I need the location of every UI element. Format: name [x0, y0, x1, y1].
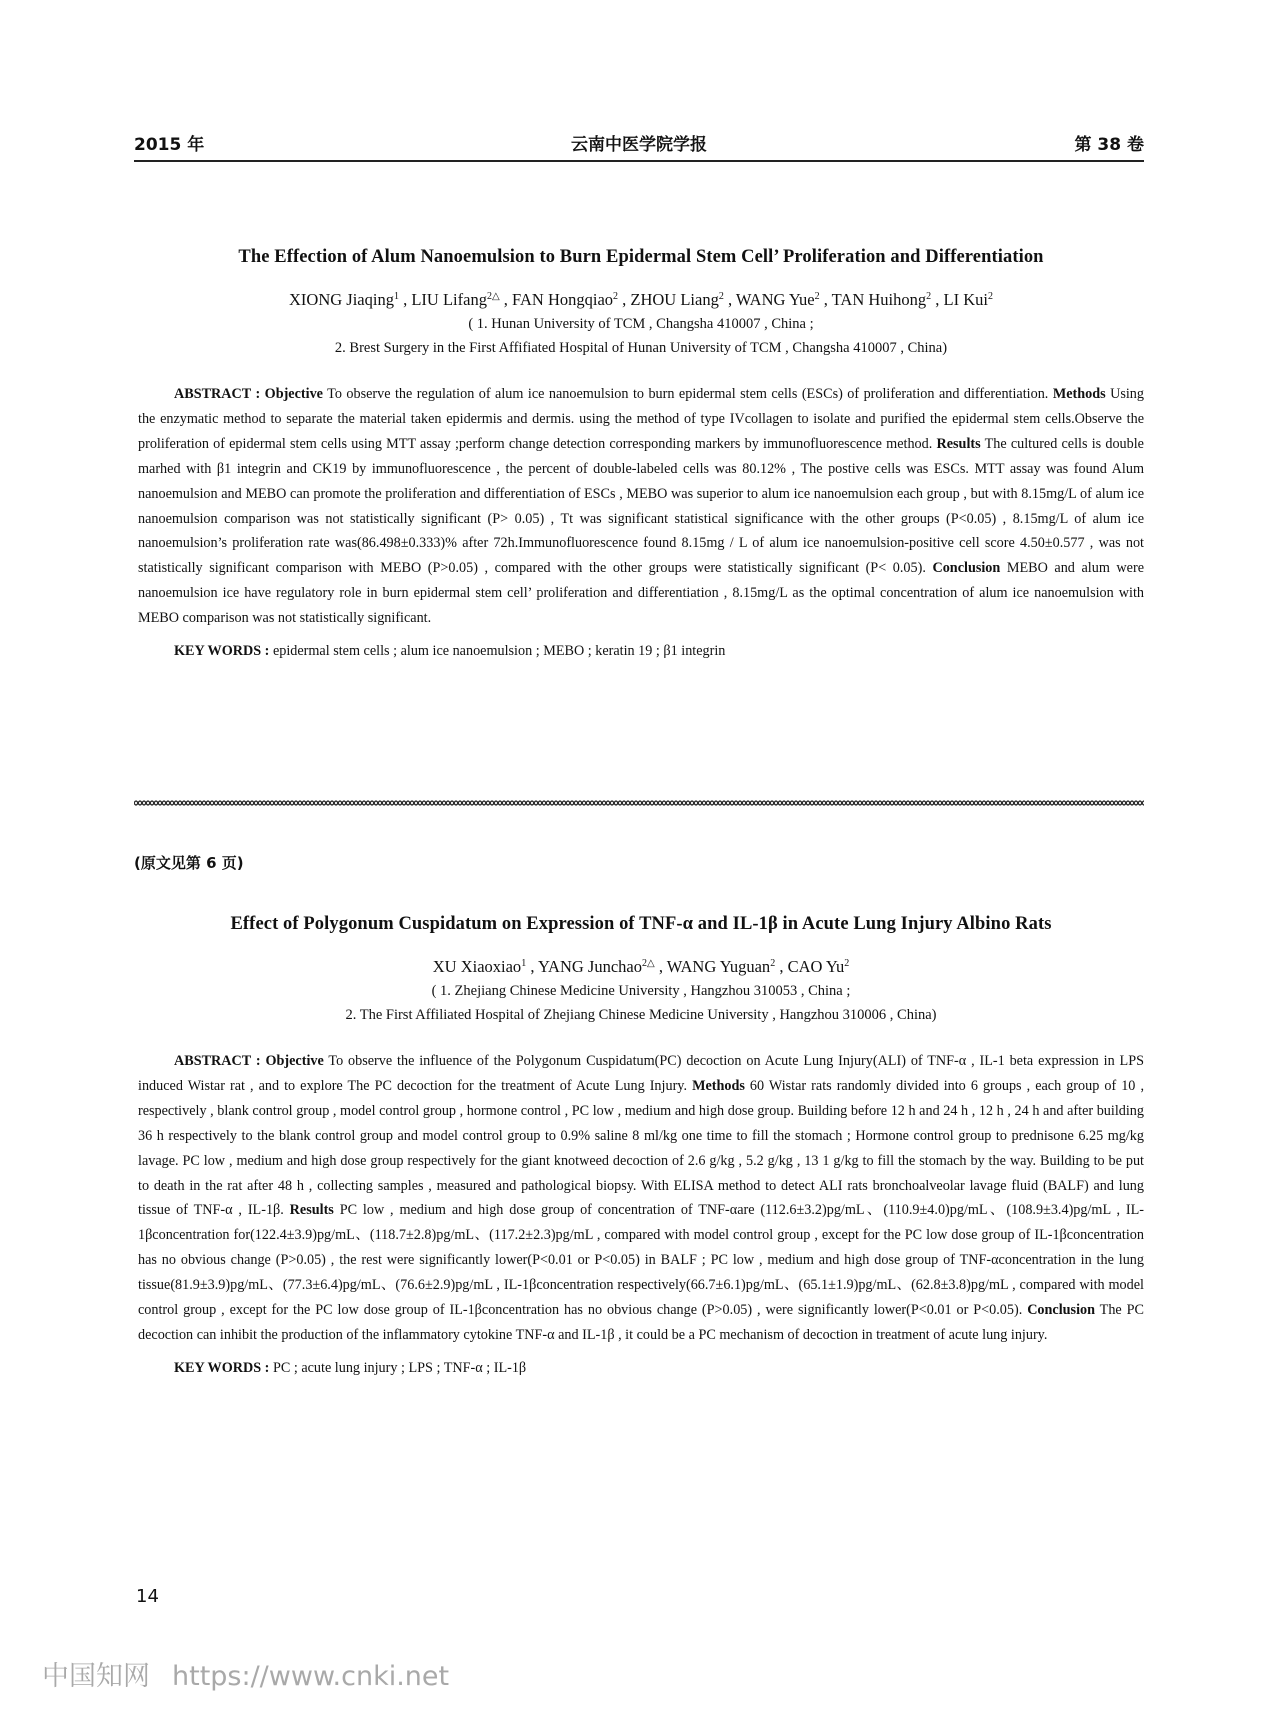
- abstract-label: ABSTRACT : Objective: [174, 1053, 324, 1069]
- author: TAN Huihong$^2$ ,: [831, 290, 940, 309]
- origin-note: (原文见第 6 页): [134, 854, 244, 872]
- article-1: [138, 247, 1144, 663]
- keywords-label: KEY WORDS :: [174, 643, 270, 660]
- methods-label: Methods: [692, 1077, 745, 1094]
- article-1-keywords: [138, 639, 1144, 663]
- article-2-affiliation-2: 2. The First Affiliated Hospital of Zhejiang Chinese Medicine University , Hangzhou 310006 , China): [345, 1007, 937, 1023]
- header-journal-name: 云南中医学院学报: [571, 135, 707, 155]
- author: XU Xiaoxiao$^1$ ,: [432, 957, 535, 976]
- article-1-abstract: [138, 382, 1144, 631]
- article-1-affiliation-2: 2. Brest Surgery in the First Affifiated Hospital of Hunan University of TCM , Changsha 410007 , China): [334, 340, 948, 356]
- author: FAN Hongqiao$^2$ ,: [512, 290, 627, 309]
- watermark-brand: 中国知网: [42, 1661, 150, 1692]
- article-2-title: Effect of Polygonum Cuspidatum on Expression of TNF-α and IL-1β in Acute Lung Injury Albino Rats: [230, 914, 1052, 934]
- author: CAO Yu$^2$: [787, 957, 850, 976]
- conclusion-label: Conclusion: [1027, 1302, 1095, 1319]
- author: WANG Yuguan$^2$ ,: [666, 957, 784, 976]
- header-rule: [134, 160, 1144, 162]
- article-1-affiliation-1: ( 1. Hunan University of TCM , Changsha 410007 , China ;: [468, 316, 814, 332]
- methods-text: 60 Wistar rats randomly divided into 6 groups , each group of 10 , respectively , blank control group , model control group , hormone control , PC low , medium and high dose group. Building before 12 h and 24 h , 12 h , 24 h and after building 36 h respectively to the blank control group and model control group to 0.9% saline 8 ml/kg one time to fill the stomach ; Hormone control group to prednisone 6.25 mg/kg lavage. PC low , medium and high dose group respectively for the giant knotweed decoction of 2.6 g/kg , 5.2 g/kg , 13 1 g/kg to fill the stomach by the way. Building to be put to death in the rat after 48 h , collecting samples , measured and pathological biopsy. With ELISA method to detect ALI rats bronchoalveolar lavage fluid (BALF) and lung tissue of TNF-α , IL-1β.: [138, 1077, 1144, 1219]
- author: LI Kui$^2$: [943, 290, 993, 309]
- author: ZHOU Liang$^2$ ,: [630, 290, 733, 309]
- conclusion-text: The PC decoction can inhibit the production of the inflammatory cytokine TNF-α and IL-1β , it could be a PC mechanism of decoction in treatment of acute lung injury.: [138, 1302, 1145, 1343]
- methods-label: Methods: [1052, 386, 1106, 402]
- conclusion-text: MEBO and alum were nanoemulsion ice have regulatory role in burn epidermal stem cell’ proliferation and differentiation , 8.15mg/L as the optimal concentration of alum ice nanoemulsion with MEBO comparison was not statistically significant.: [138, 560, 1144, 627]
- keywords-text: PC ; acute lung injury ; LPS ; TNF-α ; IL-1β: [269, 1359, 527, 1376]
- watermark-url: https://www.cnki.net: [172, 1661, 450, 1692]
- running-header: [134, 130, 1144, 156]
- article-2-keywords: [138, 1356, 1144, 1380]
- article-2: [138, 914, 1144, 1380]
- article-2-affiliation-1: ( 1. Zhejiang Chinese Medicine University , Hangzhou 310053 , China ;: [431, 983, 851, 999]
- results-label: Results: [289, 1202, 334, 1219]
- author: XIONG Jiaqing$^1$ ,: [289, 290, 408, 309]
- article-2-authors: [138, 957, 1144, 977]
- article-2-abstract: [138, 1049, 1144, 1348]
- abstract-label: ABSTRACT : Objective: [174, 386, 323, 402]
- methods-text: Using the enzymatic method to separate the material taken epidermis and dermis. using the method of type IVcollagen to isolate and purified the epidermal stem cells.Observe the proliferation of epidermal stem cells using MTT assay ;perform change detection corresponding markers by immunofluorescence method.: [138, 386, 1144, 452]
- abstract-text: To observe the regulation of alum ice nanoemulsion to burn epidermal stem cells (ESCs) of proliferation and differentiation.: [322, 386, 1053, 402]
- article-1-title: The Effection of Alum Nanoemulsion to Burn Epidermal Stem Cell’ Proliferation and Differentiation: [238, 247, 1044, 267]
- results-text: PC low , medium and high dose group of concentration of TNF-αare (112.6±3.2)pg/mL、(110.9±4.0)pg/mL、(108.9±3.4)pg/mL , IL-1βconcentration for(122.4±3.9)pg/mL、(118.7±2.8)pg/mL、(117.2±2.3)pg/mL , compared with model control group , except for the PC low dose group of IL-1βconcentration has no obvious change (P>0.05) , the rest were significantly lower(P<0.01 or P<0.05) in BALF ; PC low , medium and high dose group of TNF-αconcentration in the lung tissue(81.9±3.9)pg/mL、(77.3±6.4)pg/mL、(76.6±2.9)pg/mL , IL-1βconcentration respectively(66.7±6.1)pg/mL、(65.1±1.9)pg/mL、(62.8±3.8)pg/mL , compared with model control group , except for the PC low dose group of IL-1βconcentration has no obvious change (P>0.05) , were significantly lower(P<0.01 or P<0.05).: [138, 1202, 1144, 1319]
- page-number: 14: [136, 1586, 159, 1607]
- wavy-separator: [134, 798, 1144, 808]
- header-volume: 第 38 卷: [1074, 135, 1144, 155]
- header-year: 2015 年: [134, 135, 205, 155]
- author: YANG Junchao$^{2\triangle}$ ,: [537, 957, 663, 976]
- cnki-watermark: [42, 1654, 449, 1693]
- author: LIU Lifang$^{2\triangle}$ ,: [411, 290, 508, 309]
- author: WANG Yue$^2$ ,: [735, 290, 828, 309]
- keywords-text: epidermal stem cells ; alum ice nanoemulsion ; MEBO ; keratin 19 ; β1 integrin: [269, 643, 726, 660]
- results-label: Results: [936, 435, 981, 452]
- keywords-label: KEY WORDS :: [174, 1359, 270, 1376]
- article-1-authors: [138, 290, 1144, 310]
- conclusion-label: Conclusion: [932, 560, 1001, 577]
- abstract-text: To observe the influence of the Polygonum Cuspidatum(PC) decoction on Acute Lung Injury(ALI) of TNF-α , IL-1 beta expression in LPS induced Wistar rat , and to explore The PC decoction for the treatment of Acute Lung Injury.: [138, 1053, 1144, 1094]
- results-text: The cultured cells is double marhed with β1 integrin and CK19 by immunofluorescence , the percent of double-labeled cells was 80.12% , The postive cells was ESCs. MTT assay was found Alum nanoemulsion and MEBO can promote the proliferation and differentiation of ESCs , MEBO was superior to alum ice nanoemulsion each group , but with 8.15mg/L of alum ice nanoemulsion comparison was not statistically significant (P> 0.05) , Tt was significant statistical significance with the other groups (P<0.05) , 8.15mg/L of alum ice nanoemulsion’s proliferation rate was(86.498±0.333)% after 72h.Immunofluorescence found 8.15mg / L of alum ice nanoemulsion-positive cell score 4.50±0.577 , was not statistically significant comparison with MEBO (P>0.05) , compared with the other groups were statistically significant (P< 0.05).: [138, 435, 1144, 577]
